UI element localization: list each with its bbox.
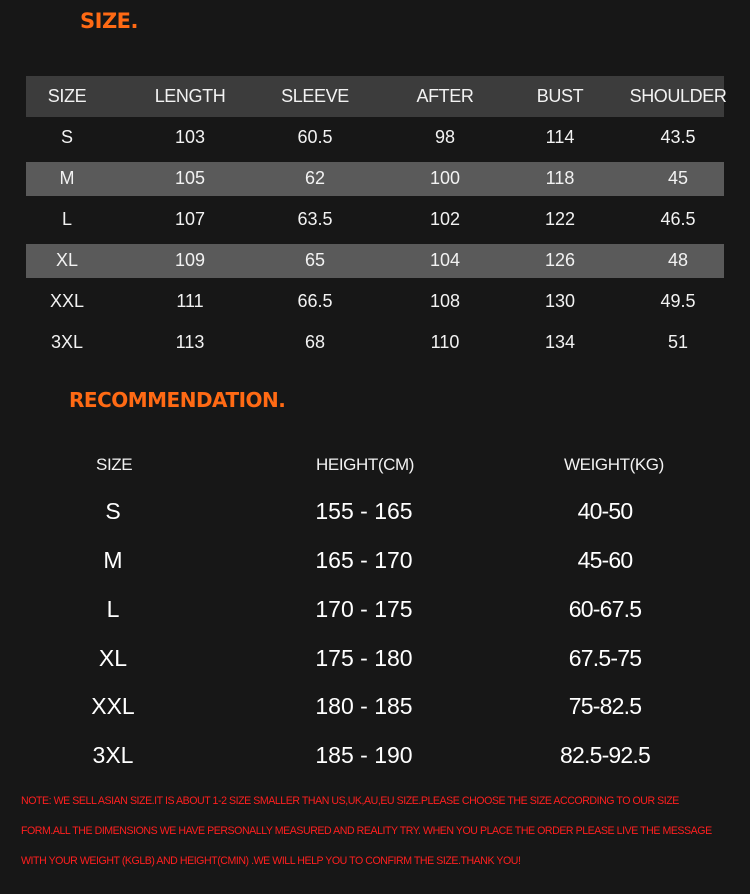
rec-cell-height: 175 - 180 <box>315 645 413 671</box>
cell-sleeve: 63.5 <box>297 209 333 229</box>
cell-size: XL <box>55 250 79 270</box>
column-header-after: AFTER <box>416 86 474 106</box>
cell-shoulder: 48 <box>667 250 689 270</box>
size-note <box>21 786 746 876</box>
rec-row <box>0 547 750 581</box>
note-line: NOTE: WE SELL ASIAN SIZE.IT IS ABOUT 1-2 SIZE SMALLER THAN US,UK,AU,EU SIZE.PLEASE CHOOSE THE SIZE ACCORDING TO OUR SIZE <box>21 795 679 807</box>
cell-after: 100 <box>429 168 461 188</box>
rec-cell-size: XL <box>98 645 128 671</box>
rec-cell-height: 170 - 175 <box>315 596 413 622</box>
cell-sleeve: 65 <box>304 250 326 270</box>
cell-length: 113 <box>175 332 205 352</box>
rec-header-height: HEIGHT(CM) <box>316 455 414 474</box>
cell-shoulder: 49.5 <box>660 291 696 311</box>
rec-cell-weight: 82.5-92.5 <box>560 742 650 768</box>
rec-header-weight: WEIGHT(KG) <box>564 455 664 474</box>
rec-cell-size: L <box>106 596 120 622</box>
rec-cell-weight: 40-50 <box>577 498 633 524</box>
cell-bust: 114 <box>545 127 575 147</box>
rec-cell-height: 165 - 170 <box>315 547 413 573</box>
table-row <box>26 117 724 158</box>
rec-row <box>0 693 750 727</box>
cell-size: XXL <box>49 291 85 311</box>
cell-length: 107 <box>174 209 206 229</box>
rec-cell-size: S <box>105 498 121 524</box>
cell-after: 98 <box>434 127 456 147</box>
table-row <box>26 244 724 278</box>
column-header-size: SIZE <box>47 86 87 106</box>
cell-size: L <box>61 209 72 229</box>
cell-shoulder: 51 <box>667 332 689 352</box>
recommendation-heading: RECOMMENDATION. <box>69 388 286 412</box>
rec-header-size: SIZE <box>96 455 133 474</box>
note-line: WITH YOUR WEIGHT (KGLB) AND HEIGHT(CMIN) .WE WILL HELP YOU TO CONFIRM THE SIZE.THANK YOU! <box>21 855 521 867</box>
cell-size: M <box>59 168 75 188</box>
column-header-length: LENGTH <box>154 86 226 106</box>
rec-cell-weight: 75-82.5 <box>568 693 642 719</box>
rec-cell-height: 185 - 190 <box>315 742 413 768</box>
rec-cell-weight: 60-67.5 <box>568 596 642 622</box>
size-table <box>26 76 727 363</box>
cell-sleeve: 66.5 <box>297 291 333 311</box>
table-row <box>26 322 724 363</box>
cell-after: 110 <box>430 332 460 352</box>
column-header-sleeve: SLEEVE <box>281 86 349 106</box>
cell-after: 108 <box>429 291 461 311</box>
cell-after: 102 <box>429 209 461 229</box>
table-row <box>26 281 724 322</box>
rec-cell-weight: 45-60 <box>577 547 633 573</box>
note-line: FORM.ALL THE DIMENSIONS WE HAVE PERSONALLY MEASURED AND REALITY TRY. WHEN YOU PLACE THE ORDER PLEASE LIVE THE MESSAGE <box>21 825 712 837</box>
table-row <box>26 162 724 196</box>
cell-length: 109 <box>174 250 206 270</box>
cell-size: S <box>60 127 73 147</box>
rec-cell-size: M <box>103 547 123 573</box>
table-row <box>26 199 724 240</box>
rec-row <box>0 742 750 776</box>
rec-cell-weight: 67.5-75 <box>568 645 642 671</box>
cell-bust: 126 <box>544 250 576 270</box>
cell-bust: 134 <box>544 332 576 352</box>
cell-after: 104 <box>429 250 461 270</box>
cell-bust: 118 <box>545 168 575 188</box>
rec-cell-height: 180 - 185 <box>315 693 413 719</box>
rec-row <box>0 498 750 532</box>
cell-sleeve: 60.5 <box>297 127 333 147</box>
cell-length: 111 <box>176 291 204 311</box>
column-header-shoulder: SHOULDER <box>629 86 727 106</box>
cell-length: 105 <box>174 168 206 188</box>
rec-cell-size: XXL <box>91 693 135 719</box>
cell-sleeve: 62 <box>304 168 326 188</box>
cell-size: 3XL <box>50 332 84 352</box>
cell-shoulder: 46.5 <box>660 209 696 229</box>
size-heading: SIZE. <box>80 9 138 33</box>
cell-bust: 130 <box>544 291 576 311</box>
cell-length: 103 <box>174 127 206 147</box>
rec-cell-size: 3XL <box>92 742 134 768</box>
size-table-header <box>26 76 727 117</box>
cell-sleeve: 68 <box>304 332 326 352</box>
rec-cell-height: 155 - 165 <box>315 498 413 524</box>
rec-row <box>0 596 750 630</box>
cell-shoulder: 43.5 <box>660 127 696 147</box>
rec-row <box>0 645 750 679</box>
cell-bust: 122 <box>544 209 576 229</box>
column-header-bust: BUST <box>536 86 584 106</box>
cell-shoulder: 45 <box>667 168 689 188</box>
